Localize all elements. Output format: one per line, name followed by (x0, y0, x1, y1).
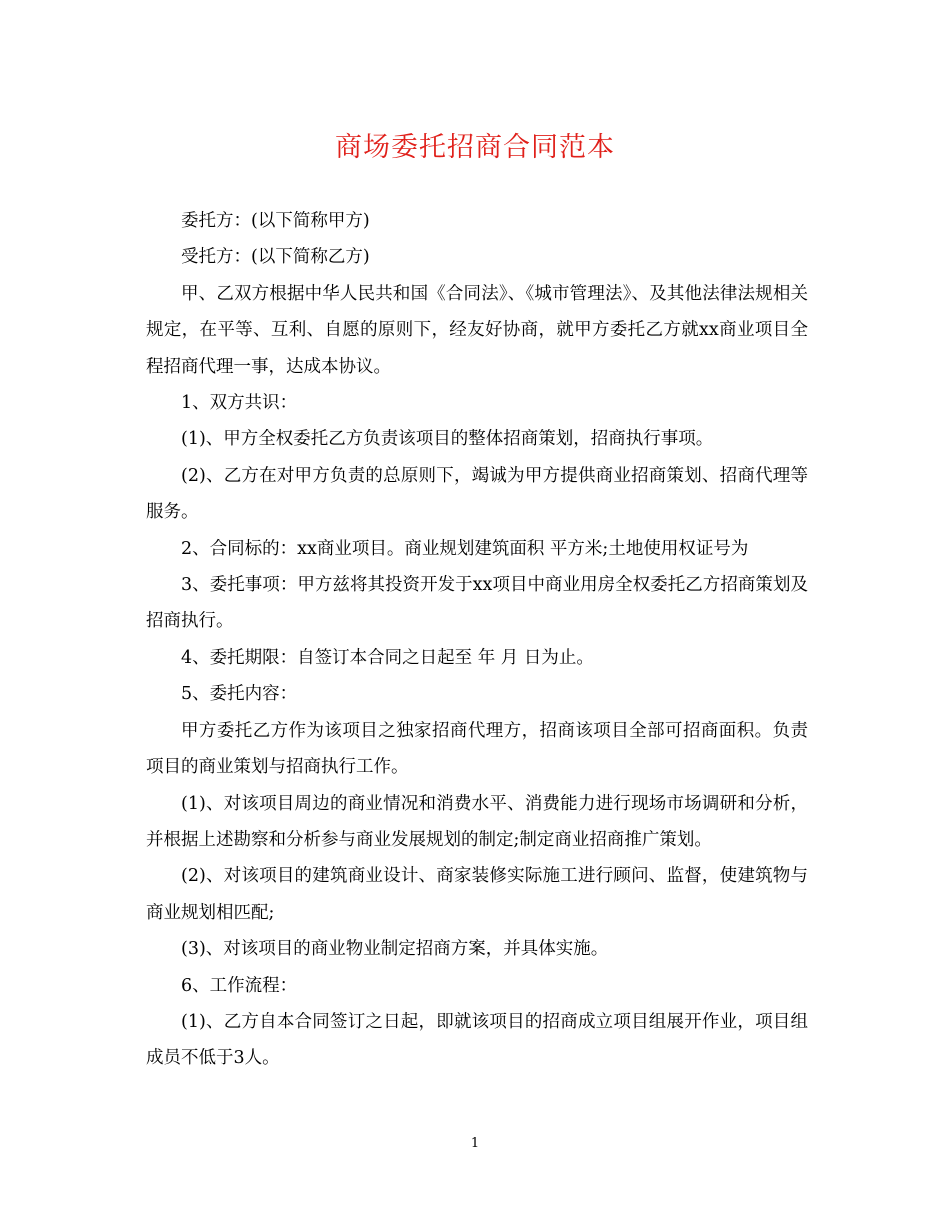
page-title: 商场委托招商合同范本 (335, 132, 615, 163)
paragraph-preamble: 甲、乙双方根据中华人民共和国《合同法》、《城市管理法》、及其他法律法规相关规定，在平等、互利、自愿的原则下，经友好协商，就甲方委托乙方就xx商业项目全程招商代理一事，达成本协议。 (146, 283, 808, 377)
paragraph-section-5-intro: 甲方委托乙方作为该项目之独家招商代理方，招商该项目全部可招商面积。负责项目的商业策划与招商执行工作。 (146, 720, 808, 778)
paragraph-section-6-item-1: (1)、乙方自本合同签订之日起，即就该项目的招商成立项目组展开作业，项目组成员不低于3人。 (146, 1011, 808, 1069)
paragraph-section-6-heading: 6、工作流程： (181, 975, 298, 996)
paragraph-client: 委托方：(以下简称甲方) (181, 211, 370, 231)
paragraph-section-5-item-2: (2)、对该项目的建筑商业设计、商家装修实际施工进行顾问、监督，使建筑物与商业规划相匹配; (146, 866, 808, 923)
paragraph-section-1-heading: 1、双方共识： (181, 393, 298, 414)
contract-body (146, 203, 808, 1077)
page-number: 1 (470, 1136, 480, 1151)
paragraph-section-5-heading: 5、委托内容： (181, 684, 298, 705)
paragraph-section-1-item-2: (2)、乙方在对甲方负责的总原则下，竭诚为甲方提供商业招商策划、招商代理等服务。 (146, 465, 808, 523)
paragraph-section-5-item-3: (3)、对该项目的商业物业制定招商方案，并具体实施。 (181, 939, 609, 960)
paragraph-section-1-item-1: (1)、甲方全权委托乙方负责该项目的整体招商策划，招商执行事项。 (181, 429, 714, 450)
paragraph-section-4: 4、委托期限：自签订本合同之日起至 年 月 日为止。 (181, 647, 594, 668)
paragraph-section-5-item-1: (1)、对该项目周边的商业情况和消费水平、消费能力进行现场市场调研和分析，并根据上述勘察和分析参与商业发展规划的制定;制定商业招商推广策划。 (146, 793, 808, 850)
paragraph-agent: 受托方：(以下简称乙方) (181, 247, 370, 268)
paragraph-section-3: 3、委托事项：甲方兹将其投资开发于xx项目中商业用房全权委托乙方招商策划及招商执行。 (146, 575, 808, 632)
paragraph-section-2: 2、合同标的：xx商业项目。商业规划建筑面积 平方米;土地使用权证号为 (181, 538, 749, 559)
